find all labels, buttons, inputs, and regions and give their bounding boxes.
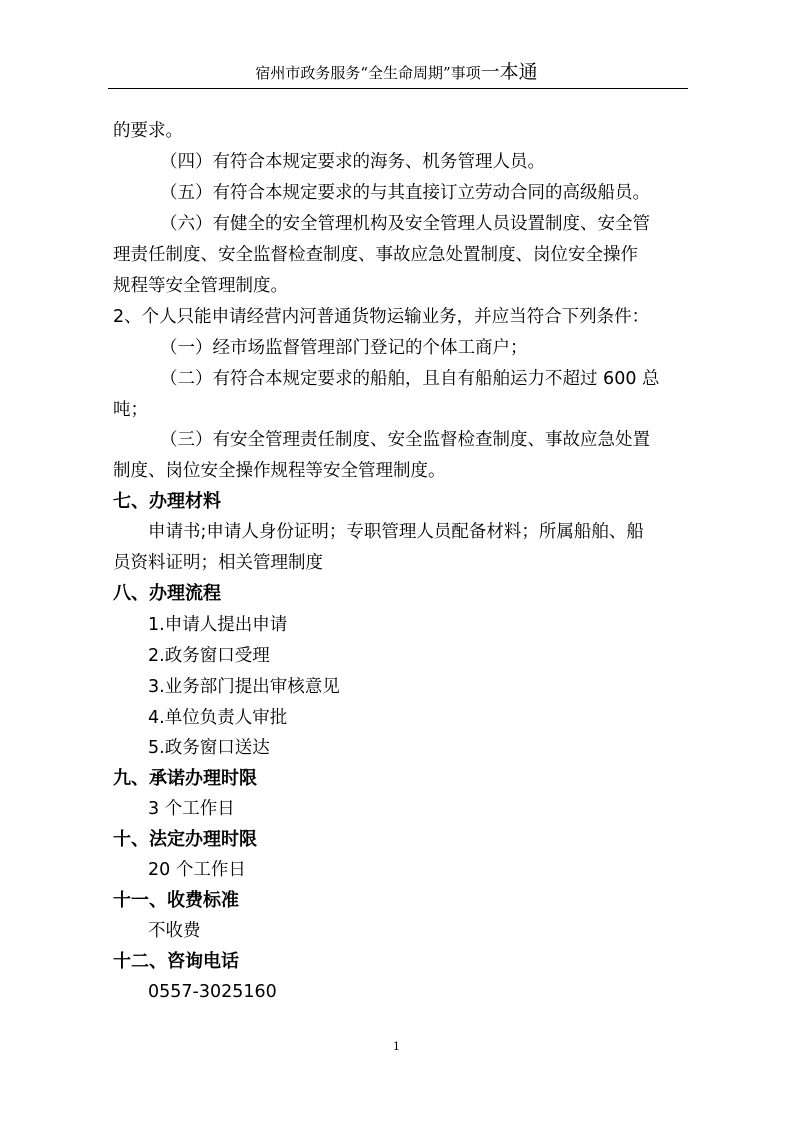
paragraph-line: （二）有符合本规定要求的船舶，且自有船舶运力不超过 600 总 (160, 369, 660, 389)
header-rule (108, 88, 688, 89)
paragraph-line: 理责任制度、安全监督检查制度、事故应急处置制度、岗位安全操作 (113, 245, 638, 265)
header-title-tail: 一本通 (480, 61, 538, 83)
step-item: 5.政务窗口送达 (148, 738, 270, 758)
section-text: 员资料证明；相关管理制度 (113, 553, 323, 573)
section-heading: 十二、咨询电话 (113, 951, 239, 972)
page-number: 1 (393, 1040, 400, 1053)
paragraph-line: （三）有安全管理责任制度、安全监督检查制度、事故应急处置 (160, 430, 650, 450)
phone-number: 0557-3025160 (148, 982, 277, 1002)
paragraph-line: 制度、岗位安全操作规程等安全管理制度。 (113, 461, 446, 481)
paragraph-line: （一）经市场监督管理部门登记的个体工商户； (160, 338, 528, 358)
section-heading: 十一、收费标准 (113, 890, 239, 911)
section-value: 3 个工作日 (148, 799, 235, 819)
header-title: 宿州市政务服务“全生命周期”事项 (255, 64, 481, 82)
step-item: 4.单位负责人审批 (148, 708, 288, 728)
section-heading: 十、法定办理时限 (113, 829, 257, 850)
paragraph-line: （六）有健全的安全管理机构及安全管理人员设置制度、安全管 (160, 214, 650, 234)
section-value: 20 个工作日 (148, 860, 246, 880)
paragraph-line: 2、个人只能申请经营内河普通货物运输业务，并应当符合下列条件： (113, 307, 650, 327)
section-heading: 八、办理流程 (113, 583, 221, 604)
section-heading: 九、承诺办理时限 (113, 768, 257, 789)
step-item: 2.政务窗口受理 (148, 646, 270, 666)
section-value: 不收费 (148, 921, 201, 941)
paragraph-line: （五）有符合本规定要求的与其直接订立劳动合同的高级船员。 (160, 183, 650, 203)
section-heading: 七、办理材料 (113, 491, 221, 512)
section-text: 申请书;申请人身份证明；专职管理人员配备材料；所属船舶、船 (148, 522, 644, 542)
paragraph-line: 规程等安全管理制度。 (113, 276, 288, 296)
step-item: 3.业务部门提出审核意见 (148, 677, 340, 697)
paragraph-line: （四）有符合本规定要求的海务、机务管理人员。 (160, 152, 545, 172)
step-item: 1.申请人提出申请 (148, 615, 288, 635)
paragraph-line: 的要求。 (113, 121, 183, 141)
page-header (0, 62, 793, 83)
paragraph-line: 吨； (113, 400, 148, 420)
